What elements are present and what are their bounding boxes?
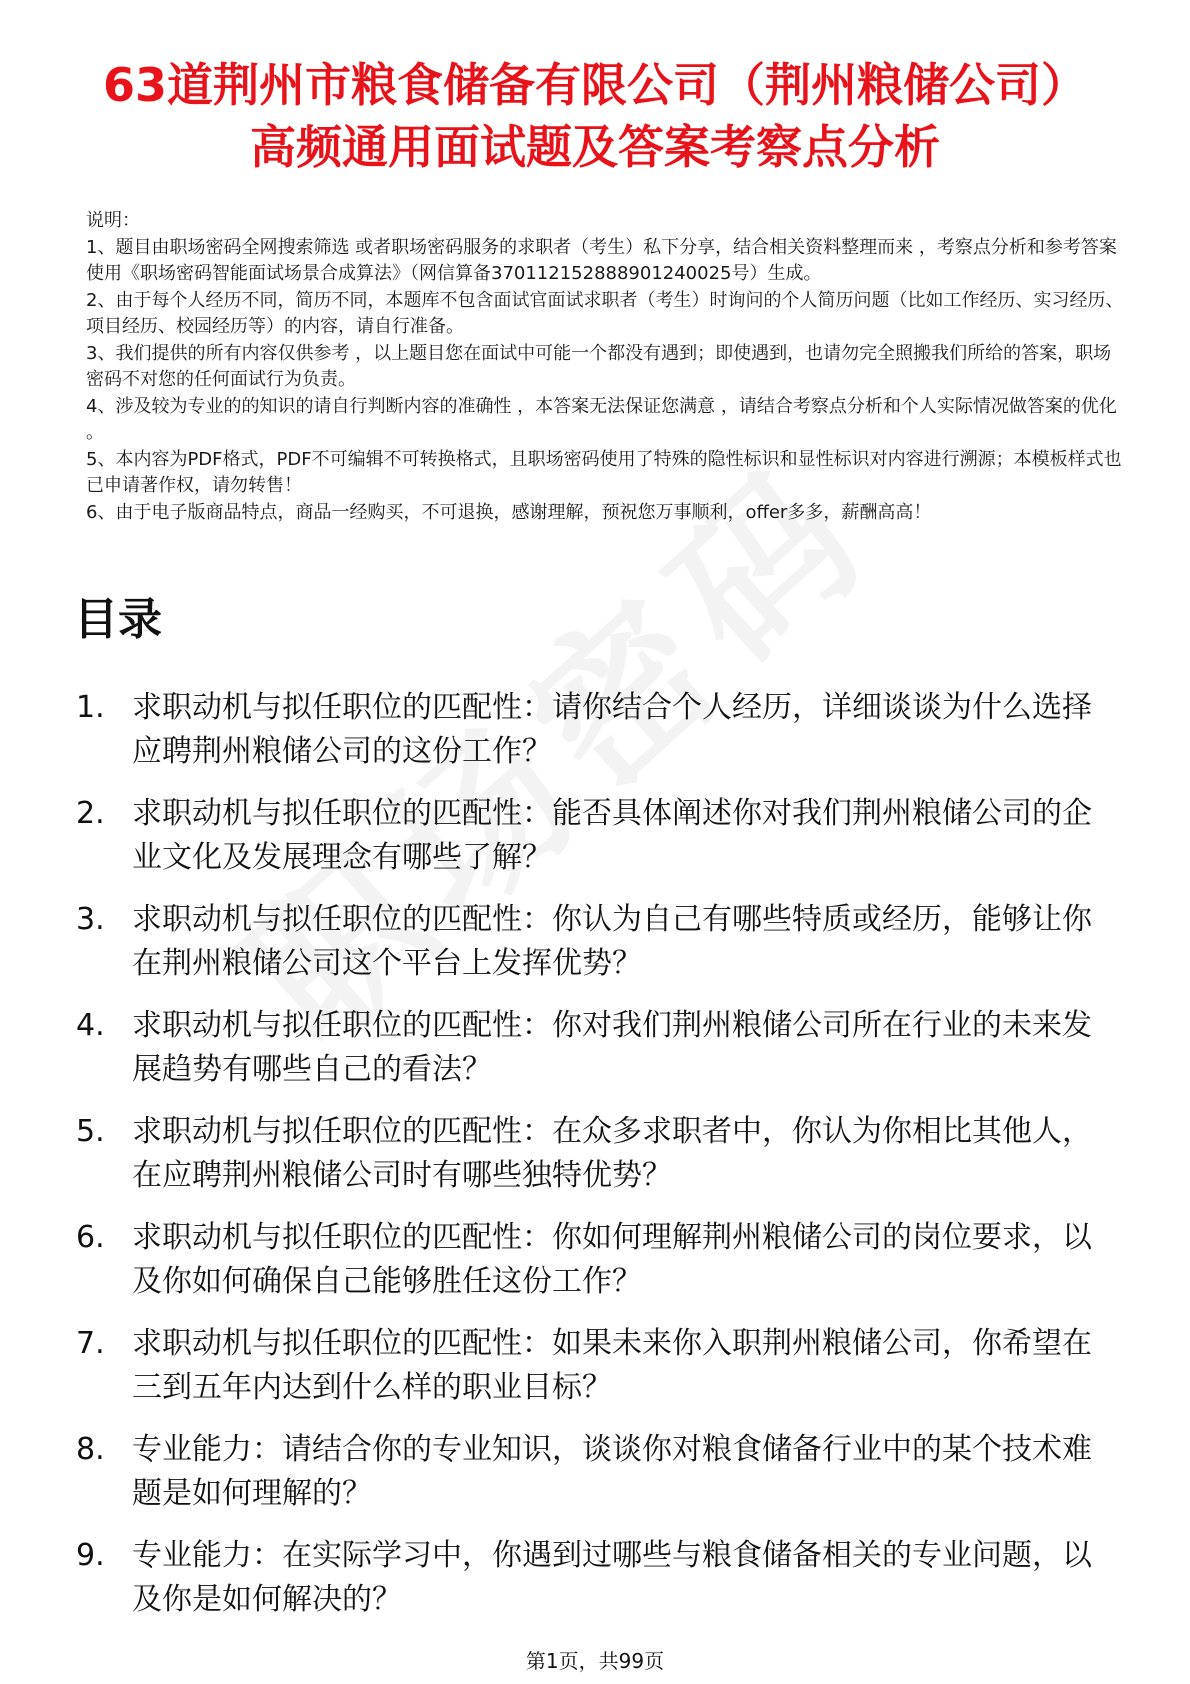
toc-item-text[interactable]: 求职动机与拟任职位的匹配性：请你结合个人经历，详细谈谈为什么选择应聘荆州粮储公司的这份工作？ <box>132 690 1092 769</box>
toc-item-number: 5. <box>76 1114 105 1149</box>
toc-item-number: 9. <box>76 1538 105 1573</box>
toc-item-text[interactable]: 专业能力：在实际学习中，你遇到过哪些与粮食储备相关的专业问题，以及你是如何解决的？ <box>132 1538 1092 1617</box>
page-footer: 第1页，共99页 <box>525 1649 665 1673</box>
toc-item[interactable] <box>76 1428 1116 1534</box>
toc-item-number: 7. <box>76 1326 105 1361</box>
toc-item[interactable] <box>76 1110 1116 1216</box>
notes-heading: 说明： <box>86 210 140 231</box>
notes-section <box>86 208 1126 526</box>
toc-item[interactable] <box>76 792 1116 898</box>
toc-item-number: 6. <box>76 1220 105 1255</box>
toc-list <box>76 686 1116 1640</box>
toc-item-number: 4. <box>76 1008 105 1043</box>
toc-heading: 目录 <box>74 594 162 645</box>
note-item: 1、题目由职场密码全网搜索筛选 或者职场密码服务的求职者（考生）私下分享，结合相关资料整理而来 ，考察点分析和参考答案使用《职场密码智能面试场景合成算法》（网信算备370112152888901240025号）生成。 <box>86 236 1117 284</box>
toc-item-text[interactable]: 专业能力：请结合你的专业知识，谈谈你对粮食储备行业中的某个技术难题是如何理解的？ <box>132 1432 1092 1511</box>
note-item: 2、由于每个人经历不同，简历不同，本题库不包含面试官面试求职者（考生）时询问的个人简历问题（比如工作经历、实习经历、项目经历、校园经历等）的内容，请自行准备。 <box>86 289 1124 337</box>
toc-item[interactable] <box>76 686 1116 792</box>
toc-item[interactable] <box>76 1534 1116 1640</box>
toc-item[interactable] <box>76 1216 1116 1322</box>
document-title: 63道荆州市粮食储备有限公司（荆州粮储公司）高频通用面试题及答案考察点分析 <box>102 58 1087 174</box>
toc-item-number: 8. <box>76 1432 105 1467</box>
toc-item-text[interactable]: 求职动机与拟任职位的匹配性：你如何理解荆州粮储公司的岗位要求，以及你如何确保自己能够胜任这份工作？ <box>132 1220 1092 1299</box>
toc-item-text[interactable]: 求职动机与拟任职位的匹配性：如果未来你入职荆州粮储公司，你希望在三到五年内达到什么样的职业目标？ <box>132 1326 1092 1405</box>
toc-item-text[interactable]: 求职动机与拟任职位的匹配性：能否具体阐述你对我们荆州粮储公司的企业文化及发展理念有哪些了解？ <box>132 796 1092 875</box>
toc-item-number: 1. <box>76 690 105 725</box>
toc-item-number: 3. <box>76 902 105 937</box>
toc-item[interactable] <box>76 1322 1116 1428</box>
note-item: 4、涉及较为专业的的知识的请自行判断内容的准确性 ，本答案无法保证您满意 ，请结合考察点分析和个人实际情况做答案的优化 。 <box>86 395 1117 443</box>
toc-item-text[interactable]: 求职动机与拟任职位的匹配性：你对我们荆州粮储公司所在行业的未来发展趋势有哪些自己的看法？ <box>132 1008 1092 1087</box>
toc-item[interactable] <box>76 1004 1116 1110</box>
note-item: 3、我们提供的所有内容仅供参考 ，以上题目您在面试中可能一个都没有遇到；即使遇到，也请勿完全照搬我们所给的答案，职场密码不对您的任何面试行为负责。 <box>86 342 1112 390</box>
toc-item-text[interactable]: 求职动机与拟任职位的匹配性：在众多求职者中，你认为你相比其他人，在应聘荆州粮储公司时有哪些独特优势？ <box>132 1114 1092 1193</box>
note-item: 5、本内容为PDF格式，PDF不可编辑不可转换格式，且职场密码使用了特殊的隐性标识和显性标识对内容进行溯源；本模板样式也已申请著作权，请勿转售！ <box>86 448 1122 496</box>
toc-item[interactable] <box>76 898 1116 1004</box>
toc-item-text[interactable]: 求职动机与拟任职位的匹配性：你认为自己有哪些特质或经历，能够让你在荆州粮储公司这个平台上发挥优势？ <box>132 902 1092 981</box>
toc-item-number: 2. <box>76 796 105 831</box>
note-item: 6、由于电子版商品特点，商品一经购买，不可退换，感谢理解，预祝您万事顺利，offer多多，薪酬高高！ <box>86 501 932 523</box>
